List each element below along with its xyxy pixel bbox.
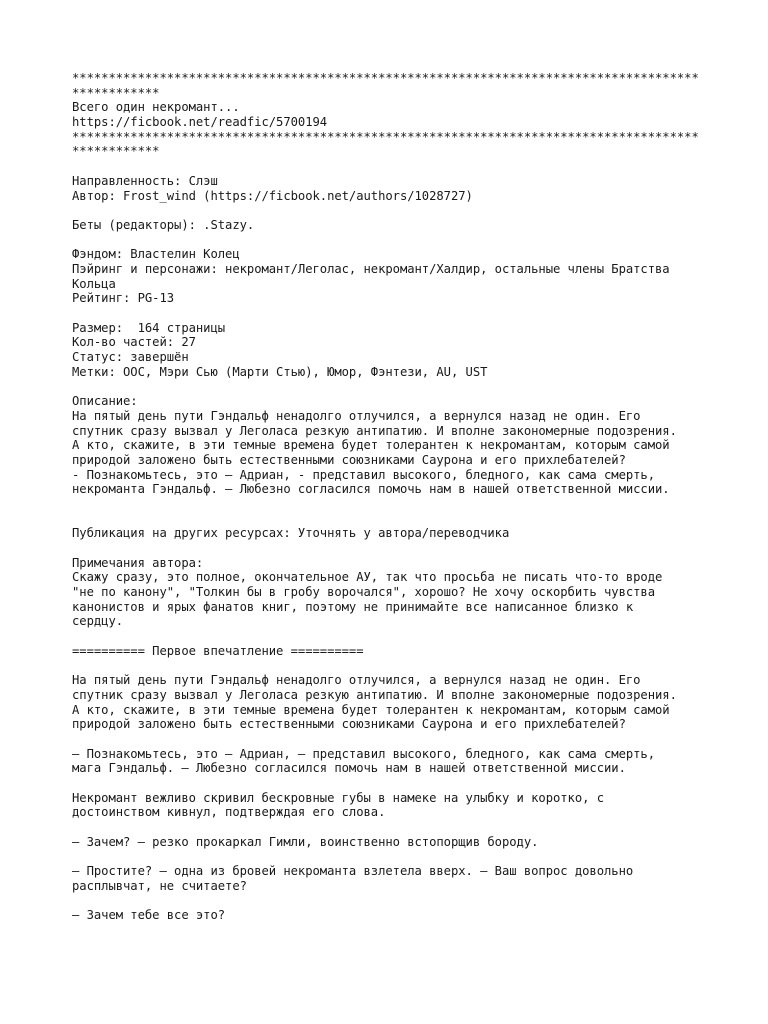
separator-stars: ************************************************************************************** xyxy=(72,129,699,144)
notes-line: "не по канону", "Толкин бы в гробу ворочался", хорошо? Не хочу оскорбить чувства xyxy=(72,585,656,600)
document-page xyxy=(72,71,702,923)
chapter-text-line: Некромант вежливо скривил бескровные губы в намеке на улыбку и коротко, с xyxy=(72,790,604,805)
meta-status: Статус: завершён xyxy=(72,350,189,365)
chapter-text-line: На пятый день пути Гэндальф ненадолго отлучился, а вернулся назад не один. Его xyxy=(72,673,641,688)
description-line: природой заложено быть естественными союзниками Саурона и его прихлебателей? xyxy=(72,452,626,467)
meta-pairing: Пэйринг и персонажи: некромант/Леголас, некромант/Халдир, остальные члены Братства xyxy=(72,261,670,276)
work-title: Всего один некромант... xyxy=(72,100,240,115)
meta-tags: Метки: ООС, Мэри Сью (Марти Стью), Юмор, Фэнтези, AU, UST xyxy=(72,364,488,379)
description-line: спутник сразу вызвал у Леголаса резкую антипатию. И вполне закономерные подозрения. xyxy=(72,423,677,438)
chapter-text-line: — Познакомьтесь, это — Адриан, — представил высокого, бледного, как сама смерть, xyxy=(72,746,656,761)
notes-line: Скажу сразу, это полное, окончательное АУ, так что просьба не писать что-то вроде xyxy=(72,570,663,585)
chapter-text-line: природой заложено быть естественными союзниками Саурона и его прихлебателей? xyxy=(72,717,626,732)
meta-pairing: Кольца xyxy=(72,276,116,291)
chapter-text-line: спутник сразу вызвал у Леголаса резкую антипатию. И вполне закономерные подозрения. xyxy=(72,687,677,702)
chapter-text-line: расплывчат, не считаете? xyxy=(72,878,247,893)
meta-rating: Рейтинг: PG-13 xyxy=(72,291,175,306)
meta-direction: Направленность: Слэш xyxy=(72,173,218,188)
notes-line: канонистов и ярых фанатов книг, поэтому не принимайте все написанное близко к xyxy=(72,599,634,614)
description-line: - Познакомьтесь, это – Адриан, - представил высокого, бледного, как сама смерть, xyxy=(72,467,656,482)
chapter-text-line: достоинством кивнул, подтверждая его слова. xyxy=(72,805,386,820)
description-line: А кто, скажите, в эти темные времена будет толерантен к некромантам, которым самой xyxy=(72,438,670,453)
publication-info: Публикация на других ресурсах: Уточнять у автора/переводчика xyxy=(72,526,510,541)
notes-label: Примечания автора: xyxy=(72,555,204,570)
chapter-text-line: А кто, скажите, в эти темные времена будет толерантен к некромантам, которым самой xyxy=(72,702,670,717)
work-url: https://ficbook.net/readfic/5700194 xyxy=(72,115,328,130)
separator-stars: ************ xyxy=(72,85,160,100)
meta-betas: Беты (редакторы): .Stazy. xyxy=(72,217,255,232)
description-line: На пятый день пути Гэндальф ненадолго отлучился, а вернулся назад не один. Его xyxy=(72,408,641,423)
chapter-heading: ========== Первое впечатление ========== xyxy=(72,643,364,658)
description-label: Описание: xyxy=(72,394,138,409)
chapter-text-line: — Зачем тебе все это? xyxy=(72,908,226,923)
meta-fandom: Фэндом: Властелин Колец xyxy=(72,247,240,262)
meta-author: Автор: Frost_wind (https://ficbook.net/authors/1028727) xyxy=(72,188,473,203)
notes-line: сердцу. xyxy=(72,614,124,629)
chapter-text-line: мага Гэндальф. — Любезно согласился помочь нам в нашей ответственной миссии. xyxy=(72,761,626,776)
meta-size: Размер: 164 страницы xyxy=(72,320,226,335)
chapter-text-line: — Простите? — одна из бровей некроманта взлетела вверх. — Ваш вопрос довольно xyxy=(72,864,634,879)
description-line: некроманта Гэндальф. – Любезно согласился помочь нам в нашей ответственной миссии. xyxy=(72,482,670,497)
meta-parts: Кол-во частей: 27 xyxy=(72,335,196,350)
chapter-text-line: — Зачем? — резко прокаркал Гимли, воинственно встопорщив бороду. xyxy=(72,834,539,849)
separator-stars: ************ xyxy=(72,144,160,159)
separator-stars: ************************************************************************************** xyxy=(72,71,699,85)
